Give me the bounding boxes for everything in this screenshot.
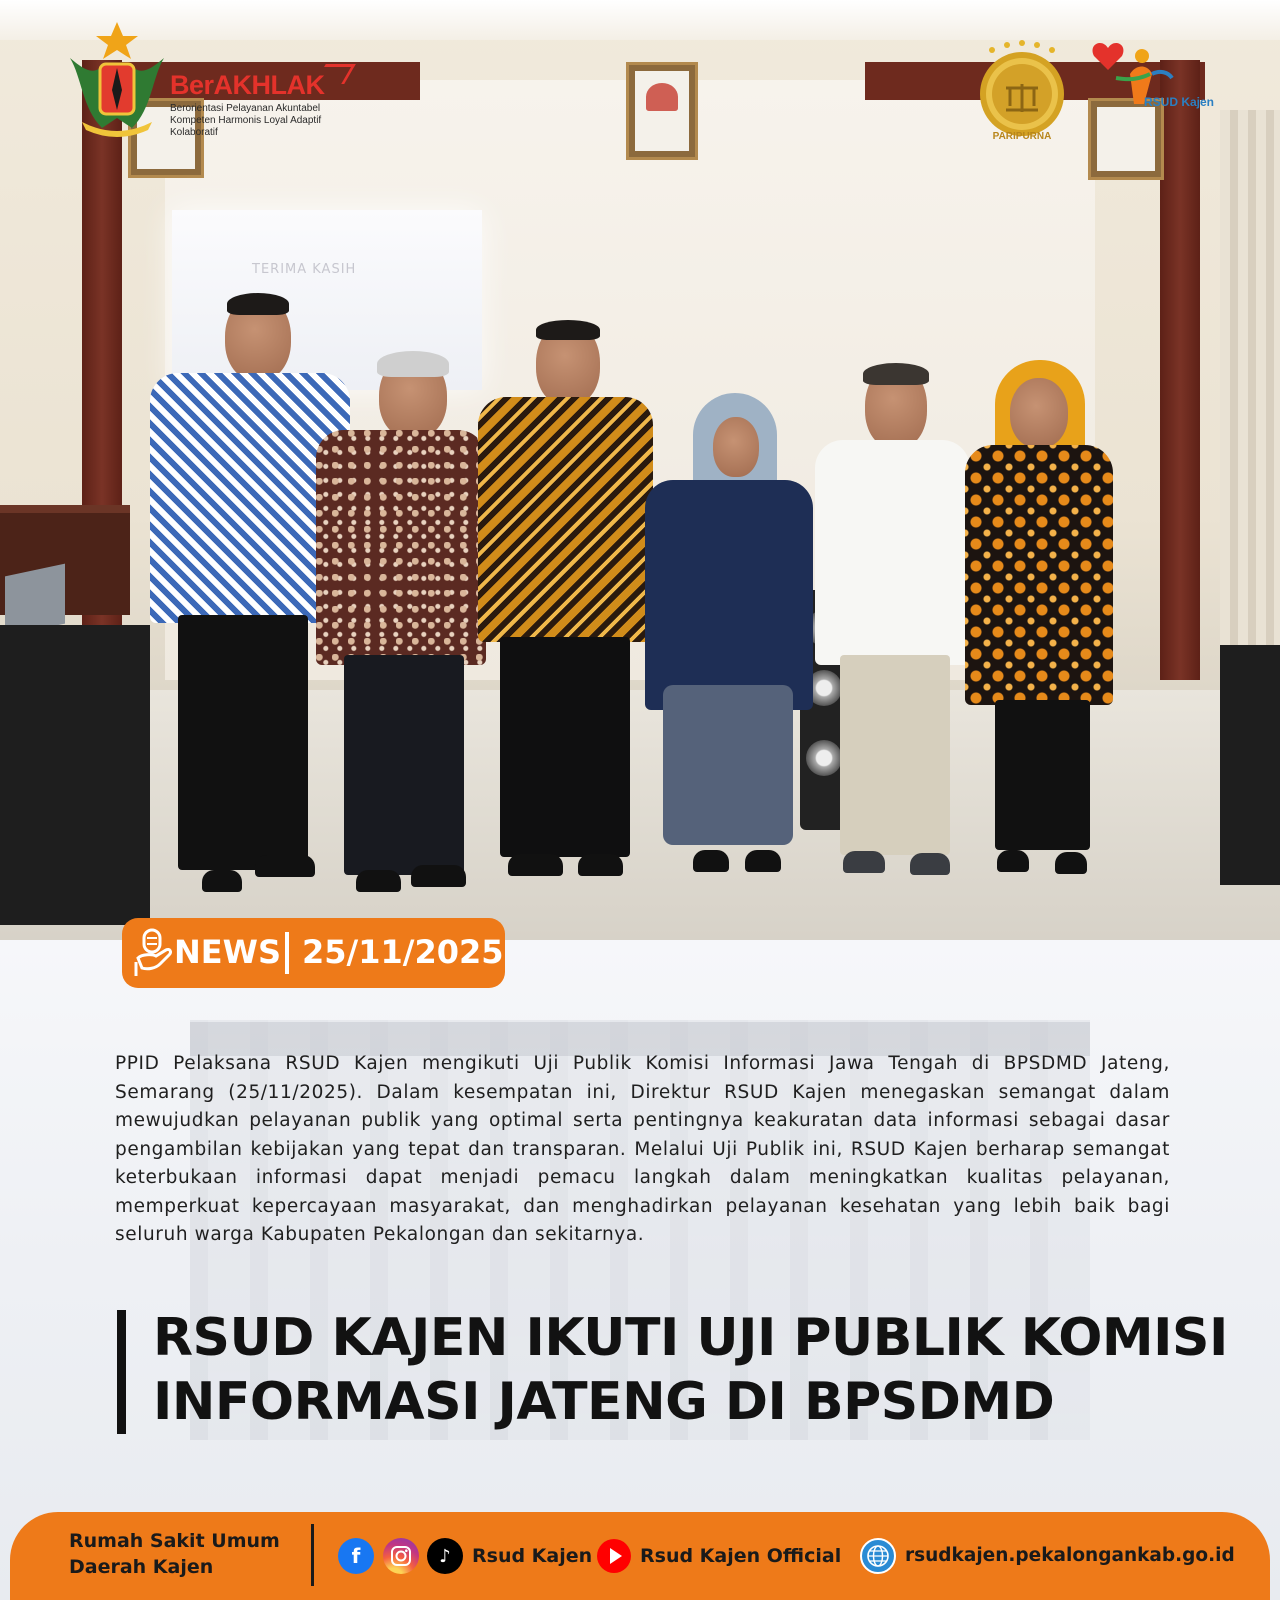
website-link[interactable]: rsudkajen.pekalongankab.go.id: [905, 1545, 1235, 1566]
rsud-logo-text: RSUD Kajen: [1144, 95, 1215, 109]
news-badge: [122, 918, 505, 988]
globe-icon[interactable]: [860, 1538, 896, 1574]
news-divider: [285, 932, 289, 974]
tiktok-icon[interactable]: ♪: [427, 1538, 463, 1574]
article-body: PPID Pelaksana RSUD Kajen mengikuti Uji Publik Komisi Informasi Jawa Tengah di BPSDMD Jateng, Semarang (25/11/2025). Dalam kesempatan ini, Direktur RSUD Kajen menegaskan semangat dalam mewujudkan pelayanan publik yang optimal serta pentingnya keakuratan data informasi sebagai dasar pengambilan kebijakan yang tepat dan transparan. Melalui Uji Publik ini, RSUD Kajen berharap semangat keterbukaan informasi dapat menjadi pemacu langkah dalam meningkatkan kualitas pelayanan, memperkuat kepercayaan masyarakat, dan menghadirkan pelayanan kesehatan yang lebih baik bagi seluruh warga Kabupaten Pekalongan dan sekitarnya.: [115, 1053, 1170, 1245]
headline-accent-bar: [117, 1310, 126, 1434]
desk: [0, 625, 150, 925]
footer-org-line-1: Rumah Sakit Umum: [69, 1530, 280, 1552]
person-5: [815, 365, 975, 890]
footer-bar: [10, 1512, 1270, 1600]
wall-pillar: [1160, 60, 1200, 680]
person-6: [965, 360, 1115, 890]
headline-line-1: RSUD KAJEN IKUTI UJI PUBLIK KOMISI: [153, 1308, 1228, 1368]
instagram-icon[interactable]: [383, 1538, 419, 1574]
youtube-icon[interactable]: [597, 1539, 631, 1573]
news-label: NEWS: [174, 933, 281, 971]
footer-org-name: [69, 1528, 280, 1580]
seal-label: PARIPURNA: [992, 131, 1052, 142]
brand-title: BerAKHLAK: [170, 70, 325, 100]
berakhlak-logo: [170, 70, 340, 139]
headline: [153, 1306, 1253, 1434]
paripurna-seal-icon: [970, 40, 1074, 144]
person-1: [130, 295, 330, 915]
pancasila-frame: [626, 62, 698, 160]
desk: [1220, 645, 1280, 885]
content-area: [0, 940, 1280, 1600]
headline-line-2: INFORMASI JATENG DI BPSDMD: [153, 1372, 1055, 1432]
person-2: [316, 355, 496, 895]
projection-text: TERIMA KASIH: [252, 262, 357, 277]
rsud-kajen-logo-icon: [1072, 34, 1202, 134]
footer-divider: [311, 1524, 314, 1586]
footer-org-line-2: Daerah Kajen: [69, 1556, 214, 1578]
regency-emblem-icon: [62, 18, 172, 138]
person-3: [478, 322, 653, 892]
brand-tagline: Berorientasi Pelayanan Akuntabel Kompeten Harmonis Loyal Adaptif Kolaboratif: [170, 103, 322, 138]
person-4: [645, 395, 815, 895]
youtube-channel-link[interactable]: Rsud Kajen Official: [640, 1545, 842, 1567]
social-handle-link[interactable]: Rsud Kajen: [472, 1545, 593, 1567]
curtain: [1220, 110, 1280, 670]
facebook-icon[interactable]: f: [338, 1538, 374, 1574]
news-date: 25/11/2025: [302, 933, 504, 971]
microphone-icon: [132, 928, 176, 978]
